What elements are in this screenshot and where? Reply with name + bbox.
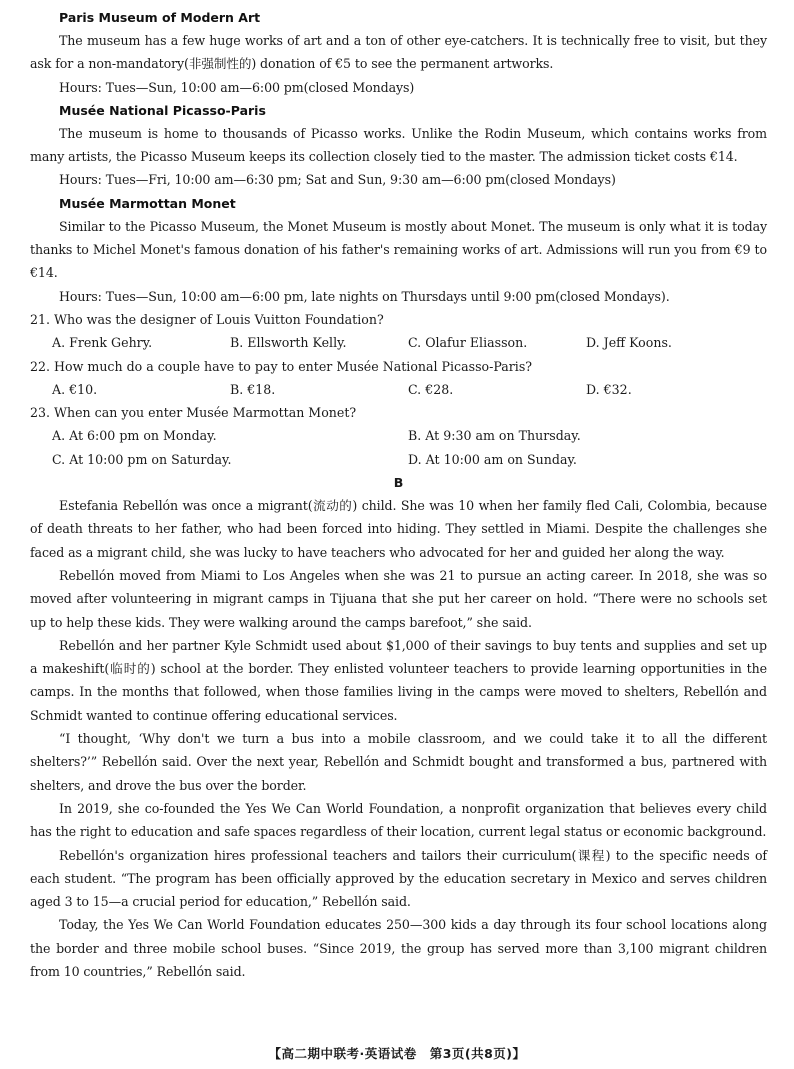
option-d: D. At 10:00 am on Sunday. <box>408 451 577 467</box>
option-c: C. At 10:00 pm on Saturday. <box>52 451 232 467</box>
passage-paragraph: Estefania Rebellón was once a migrant(流动的) child. She was 10 when her family fled Cali, Colombia, because of death threats to her father, who had been forced into hiding. They settled in Miami. Despite the challenges she faced as a migrant child, she was lucky to have teachers who advocated for her and guided her along the way. <box>30 498 767 560</box>
option-b: B. €18. <box>230 381 276 397</box>
museum-desc-paris-modern: The museum has a few huge works of art and a ton of other eye-catchers. It is technically free to visit, but they ask for a non-mandatory(非强制性的) donation of €5 to see the permanent artworks. <box>30 33 767 72</box>
question-23-options-row1 <box>30 424 767 447</box>
passage-paragraph: In 2019, she co-founded the Yes We Can World Foundation, a nonprofit organization that believes every child has the right to education and safe spaces regardless of their location, current legal status or economic background. <box>30 800 767 840</box>
option-c: C. Olafur Eliasson. <box>408 335 528 351</box>
museum-hours-marmottan: Hours: Tues—Sun, 10:00 am—6:00 pm, late nights on Thursdays until 9:00 pm(closed Mondays). <box>59 288 670 304</box>
museum-desc-picasso: The museum is home to thousands of Picasso works. Unlike the Rodin Museum, which contains works from many artists, the Picasso Museum keeps its collection closely tied to the master. The admission ticket costs €14. <box>30 125 767 165</box>
page-footer: 【高二期中联考·英语试卷 第3页(共8页)】 <box>268 1046 526 1061</box>
museum-title-marmottan: Musée Marmottan Monet <box>59 195 236 211</box>
passage-paragraph: “I thought, ‘Why don't we turn a bus into a mobile classroom, and we could take it to all the different shelters?’” Rebellón said. Over the next year, Rebellón and Schmidt bought and transformed a bus, partnered with shelters, and drove the bus over the border. <box>30 731 767 793</box>
question-23-options-row2 <box>30 448 767 471</box>
passage-paragraph: Rebellón and her partner Kyle Schmidt used about $1,000 of their savings to buy tents and supplies and set up a makeshift(临时的) school at the border. They enlisted volunteer teachers to provide learning opportunities in the camps. In the months that followed, when those families living in the camps were moved to shelters, Rebellón and Schmidt wanted to continue offering educational services. <box>30 637 767 723</box>
option-b: B. At 9:30 am on Thursday. <box>408 428 581 444</box>
option-a: A. At 6:00 pm on Monday. <box>52 428 217 444</box>
question-23: 23. When can you enter Musée Marmottan Monet? <box>30 405 357 421</box>
option-a: A. Frenk Gehry. <box>52 335 153 351</box>
museum-desc-marmottan: Similar to the Picasso Museum, the Monet Museum is mostly about Monet. The museum is only what it is today thanks to Michel Monet's famous donation of his father's remaining works of art. Admissions will run you from €9 to €14. <box>30 218 767 281</box>
document-page <box>30 6 767 983</box>
museum-title-picasso: Musée National Picasso-Paris <box>59 102 266 118</box>
museum-hours-paris-modern: Hours: Tues—Sun, 10:00 am—6:00 pm(closed Mondays) <box>59 79 415 95</box>
question-21-options <box>30 331 767 354</box>
question-22-options <box>30 378 767 401</box>
passage-paragraph: Rebellón moved from Miami to Los Angeles when she was 21 to pursue an acting career. In 2018, she was so moved after volunteering in migrant camps in Tijuana that she put her career on hold. “There were no schools set up to help these kids. They were walking around the camps barefoot,” she said. <box>30 567 767 630</box>
museum-title-paris-modern: Paris Museum of Modern Art <box>59 10 261 25</box>
question-22: 22. How much do a couple have to pay to enter Musée National Picasso-Paris? <box>30 358 533 374</box>
option-b: B. Ellsworth Kelly. <box>230 335 347 351</box>
option-d: D. €32. <box>586 381 632 397</box>
question-21: 21. Who was the designer of Louis Vuitton Foundation? <box>30 311 384 327</box>
section-b-label: B <box>393 475 404 491</box>
option-a: A. €10. <box>52 381 98 397</box>
passage-paragraph: Rebellón's organization hires professional teachers and tailors their curriculum(课程) to the specific needs of each student. “The program has been officially approved by the education secretary in Mexico and serves children aged 3 to 15—a crucial period for education,” Rebellón said. <box>30 847 767 910</box>
passage-paragraph: Today, the Yes We Can World Foundation educates 250—300 kids a day through its four school locations along the border and three mobile school buses. “Since 2019, the group has served more than 3,100 migrant children from 10 countries,” Rebellón said. <box>30 917 767 979</box>
museum-hours-picasso: Hours: Tues—Fri, 10:00 am—6:30 pm; Sat and Sun, 9:30 am—6:00 pm(closed Mondays) <box>59 172 616 188</box>
option-d: D. Jeff Koons. <box>586 335 672 351</box>
option-c: C. €28. <box>408 381 454 397</box>
